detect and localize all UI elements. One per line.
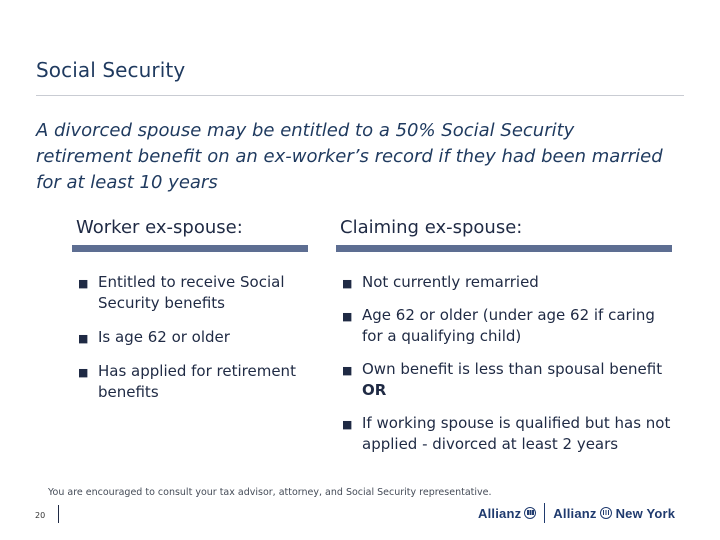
column-heading: Claiming ex-spouse:: [340, 217, 523, 238]
square-bullet-icon: ■: [78, 332, 89, 345]
allianz-eagle-icon: [600, 507, 612, 519]
list-item: [336, 305, 672, 347]
list-item: [336, 413, 672, 455]
list-item-text: Entitled to receive Social Security benefits: [98, 273, 285, 312]
logo-divider: [544, 503, 545, 523]
allianz-wordmark: Allianz: [478, 505, 522, 521]
claiming-ex-spouse-column: [336, 215, 672, 467]
slide-title: Social Security: [36, 58, 186, 82]
column-heading-bar: [336, 245, 672, 252]
column-heading: Worker ex-spouse:: [76, 217, 243, 238]
allianz-eagle-icon: [524, 507, 536, 519]
column-heading-bar: [72, 245, 308, 252]
worker-requirements-list: [72, 272, 308, 403]
list-item-text: Not currently remarried: [362, 273, 539, 291]
list-item-text: Is age 62 or older: [98, 328, 230, 346]
list-item-text: Age 62 or older (under age 62 if caring for a qualifying child): [362, 306, 655, 345]
list-item-text: Own benefit is less than spousal benefit: [362, 360, 663, 378]
list-item: [72, 361, 308, 403]
square-bullet-icon: ■: [342, 310, 353, 323]
square-bullet-icon: ■: [78, 277, 89, 290]
allianz-new-york-logo: [553, 506, 675, 521]
list-item: [336, 359, 672, 401]
list-item-text: Has applied for retirement benefits: [98, 362, 296, 401]
list-item: [72, 272, 308, 314]
claimant-requirements-list: [336, 272, 672, 455]
square-bullet-icon: ■: [342, 277, 353, 290]
title-divider: [36, 95, 684, 96]
footer-disclaimer: You are encouraged to consult your tax advisor, attorney, and Social Security representative.: [48, 487, 492, 498]
worker-ex-spouse-column: [72, 215, 308, 416]
list-item: [336, 272, 672, 293]
brand-logos: [478, 503, 675, 523]
list-item: [72, 327, 308, 348]
page-number-divider: [58, 505, 59, 523]
square-bullet-icon: ■: [342, 418, 353, 431]
square-bullet-icon: ■: [78, 366, 89, 379]
allianz-wordmark: Allianz: [553, 505, 597, 521]
new-york-wordmark: New York: [615, 505, 676, 521]
square-bullet-icon: ■: [342, 364, 353, 377]
intro-statement: A divorced spouse may be entitled to a 50% Social Security retirement benefit on an ex-worker’s record if they had been married for at least 10 years: [36, 120, 663, 193]
emphasis-or: OR: [362, 381, 387, 399]
allianz-logo: [478, 506, 536, 521]
list-item-text: If working spouse is qualified but has not applied - divorced at least 2 years: [362, 414, 671, 453]
page-number: 20: [35, 511, 46, 520]
